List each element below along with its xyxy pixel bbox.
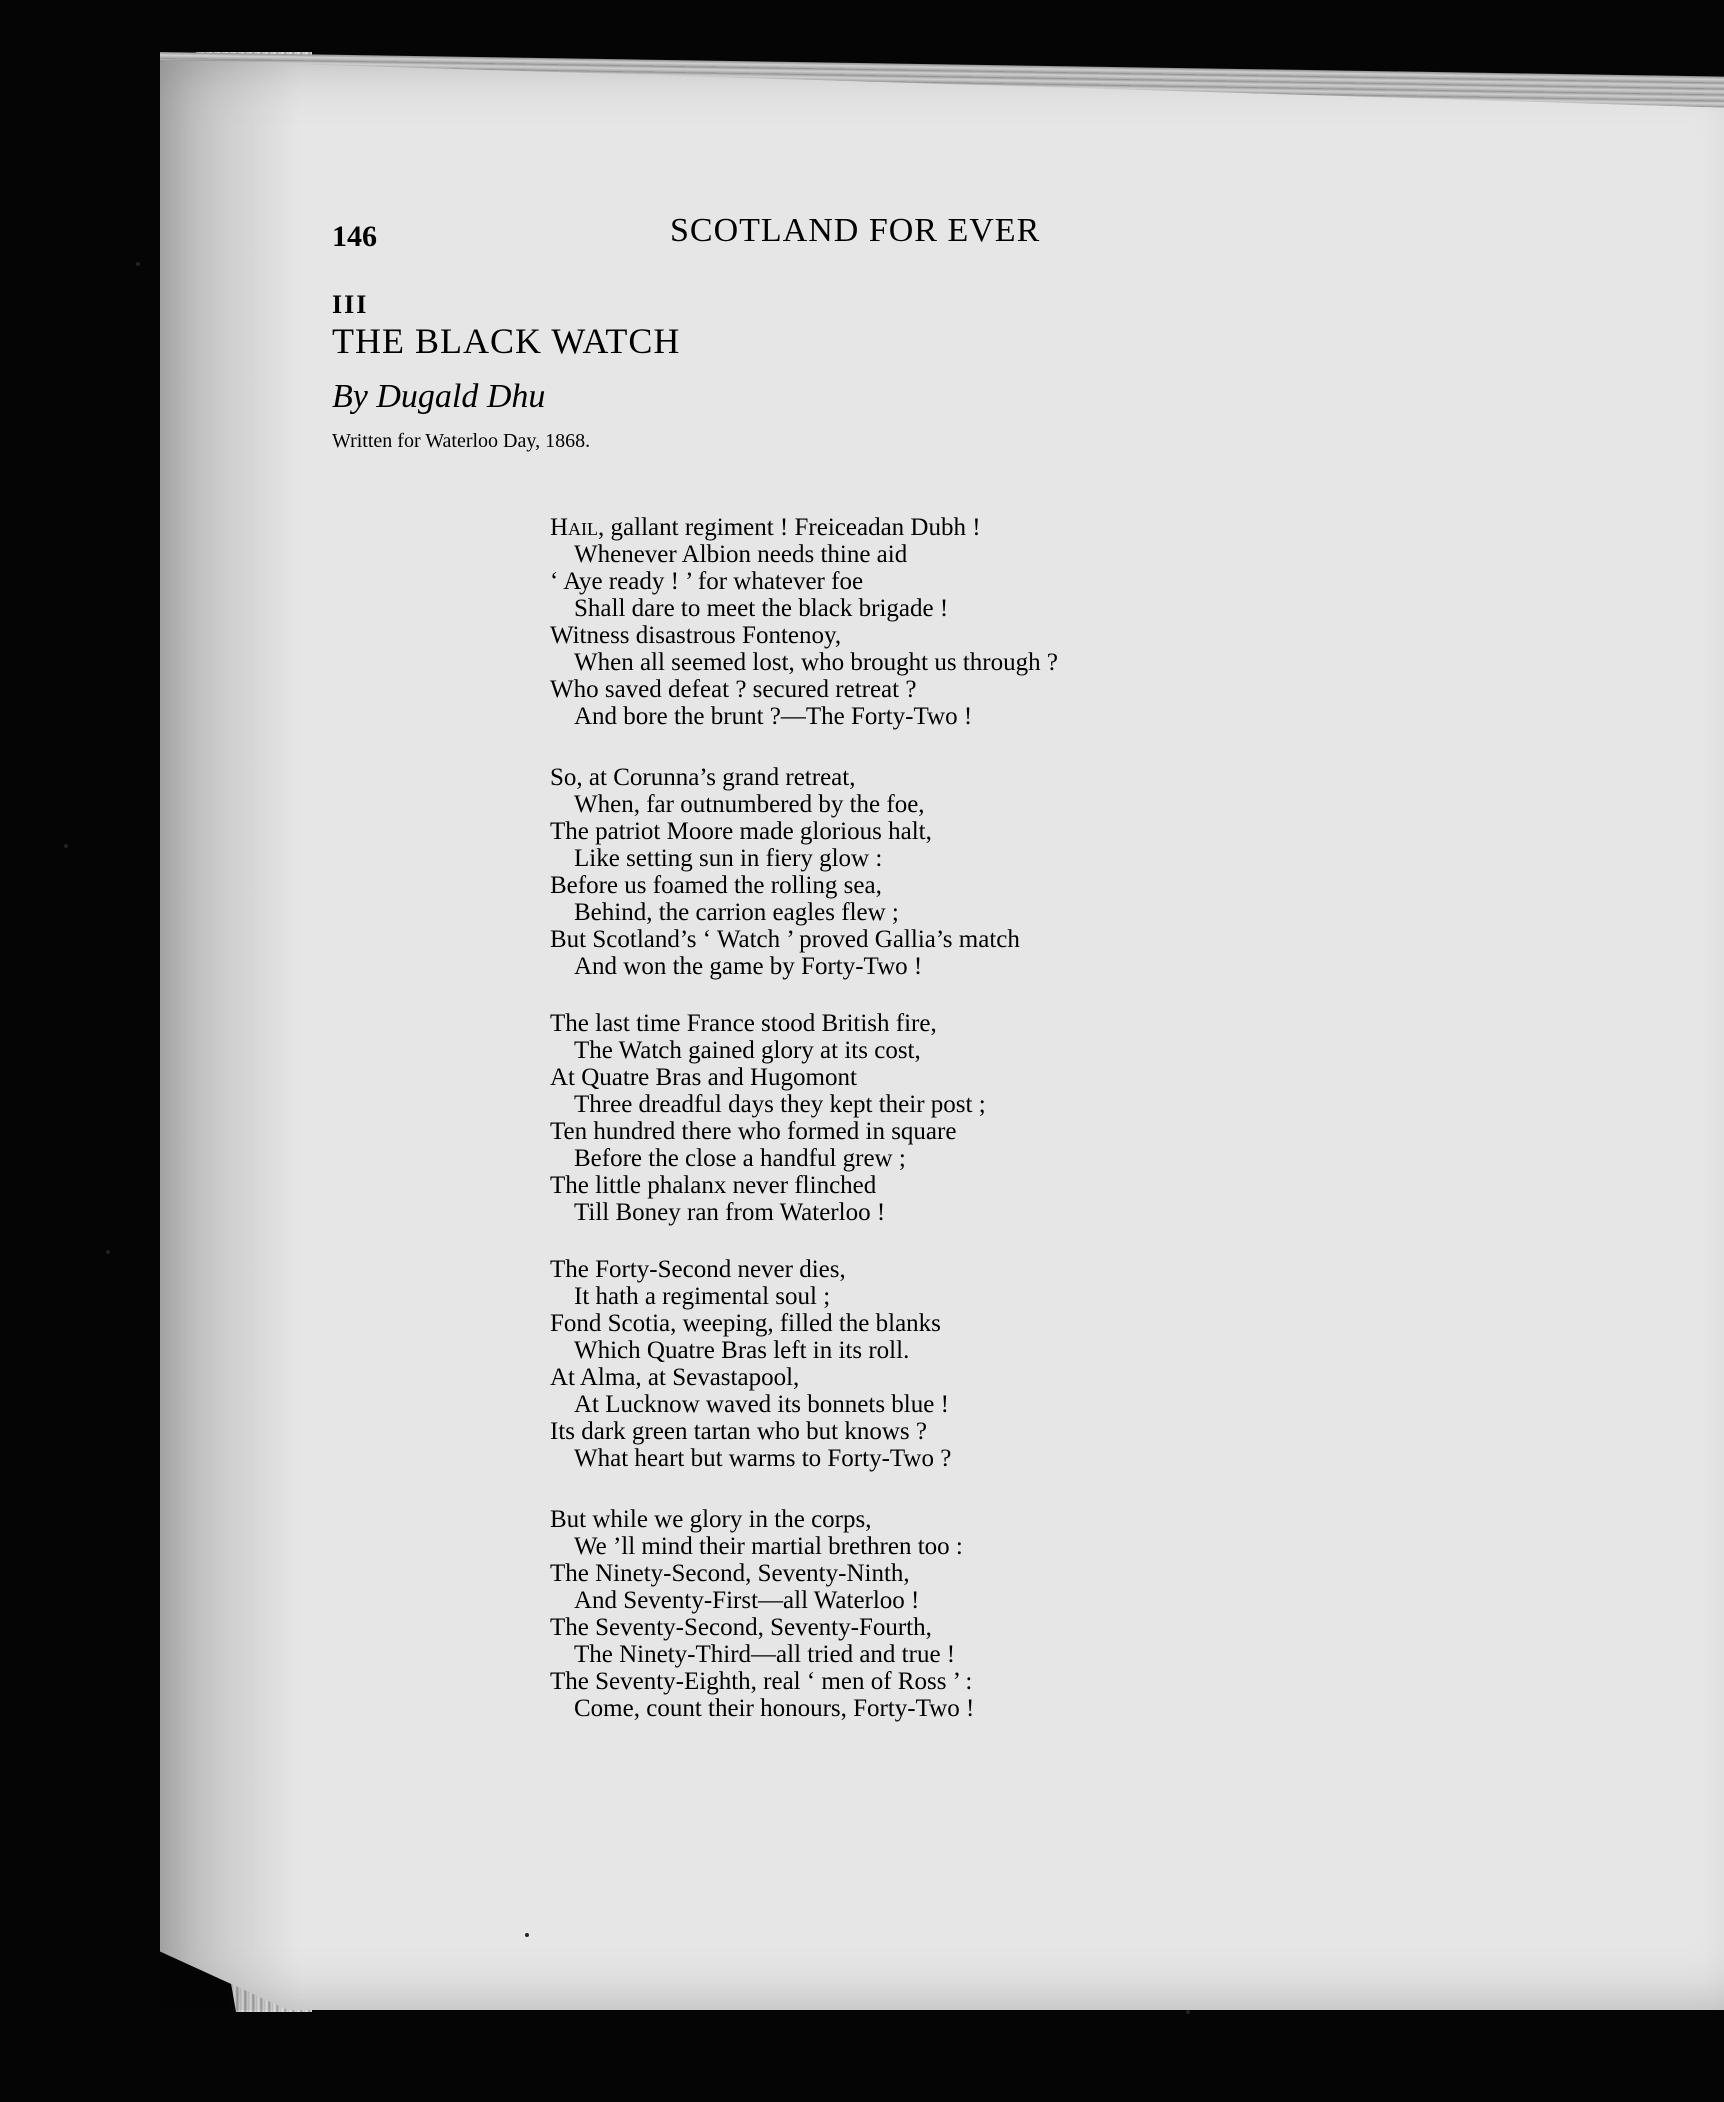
poem-line: Fond Scotia, weeping, filled the blanks	[550, 1310, 941, 1337]
gutter-shadow	[160, 60, 300, 2010]
poem-line: The last time France stood British fire,	[550, 1010, 937, 1037]
poem-line: Its dark green tartan who but knows ?	[550, 1418, 927, 1445]
poem-line: And Seventy-First—all Waterloo !	[574, 1587, 920, 1614]
speck	[1186, 2010, 1190, 2014]
poem-line: At Quatre Bras and Hugomont	[550, 1064, 857, 1091]
poem-line: The Watch gained glory at its cost,	[574, 1037, 921, 1064]
poem-line: But Scotland’s ‘ Watch ’ proved Gallia’s match	[550, 926, 1020, 953]
poem-line: Ten hundred there who formed in square	[550, 1118, 957, 1145]
stanza-4	[550, 1256, 1450, 1472]
speck	[64, 844, 68, 848]
poem-line: Shall dare to meet the black brigade !	[574, 595, 949, 622]
poem-line: The Forty-Second never dies,	[550, 1256, 846, 1283]
poem-line: The Ninety-Second, Seventy-Ninth,	[550, 1560, 910, 1587]
poem-line: When, far outnumbered by the foe,	[574, 791, 925, 818]
poem-line: The patriot Moore made glorious halt,	[550, 818, 932, 845]
page-header	[332, 212, 1262, 262]
poem-line: So, at Corunna’s grand retreat,	[550, 764, 856, 791]
poem-line: And won the game by Forty-Two !	[574, 953, 923, 980]
poem-line: At Lucknow waved its bonnets blue !	[574, 1391, 949, 1418]
poem-line: At Alma, at Sevastapool,	[550, 1364, 800, 1391]
poem-line: Who saved defeat ? secured retreat ?	[550, 676, 917, 703]
dedication: Written for Waterloo Day, 1868.	[332, 430, 591, 452]
stanza-1	[550, 514, 1450, 730]
poem-line: The Seventy-Second, Seventy-Fourth,	[550, 1614, 932, 1641]
poem-line: We ’ll mind their martial brethren too :	[574, 1533, 963, 1560]
poem-line: ‘ Aye ready ! ’ for whatever foe	[550, 568, 864, 595]
poem-line: It hath a regimental soul ;	[574, 1283, 831, 1310]
section-number: III	[332, 290, 369, 319]
poem-line: The little phalanx never flinched	[550, 1172, 877, 1199]
line-text: , gallant regiment ! Freiceadan Dubh !	[598, 514, 981, 541]
stanza-2	[550, 764, 1450, 980]
running-head: SCOTLAND FOR EVER	[670, 212, 1041, 249]
poem-line: Till Boney ran from Waterloo !	[574, 1199, 886, 1226]
poem-line: Behind, the carrion eagles flew ;	[574, 899, 899, 926]
poem-line: Whenever Albion needs thine aid	[574, 541, 908, 568]
poem-line: Three dreadful days they kept their post ;	[574, 1091, 986, 1118]
poem-line: Come, count their honours, Forty-Two !	[574, 1695, 975, 1722]
poem-line: Before the close a handful grew ;	[574, 1145, 906, 1172]
poem-line: Which Quatre Bras left in its roll.	[574, 1337, 910, 1364]
speck	[106, 1250, 110, 1254]
speck	[136, 262, 140, 266]
speck	[525, 1933, 529, 1937]
poem-line: The Seventy-Eighth, real ‘ men of Ross ’ :	[550, 1668, 973, 1695]
poem-title: THE BLACK WATCH	[332, 321, 681, 361]
poem-line	[550, 514, 1450, 541]
poem-line: And bore the brunt ?—The Forty-Two !	[574, 703, 973, 730]
poem-line: What heart but warms to Forty-Two ?	[574, 1445, 952, 1472]
poem-line: But while we glory in the corps,	[550, 1506, 872, 1533]
poem-line: Before us foamed the rolling sea,	[550, 872, 882, 899]
poem-line: Like setting sun in fiery glow :	[574, 845, 883, 872]
poem-line: Witness disastrous Fontenoy,	[550, 622, 842, 649]
poem-line: When all seemed lost, who brought us through ?	[574, 649, 1058, 676]
page-number: 146	[332, 220, 377, 253]
poem-line: The Ninety-Third—all tried and true !	[574, 1641, 956, 1668]
byline: By Dugald Dhu	[332, 378, 546, 415]
stanza-5	[550, 1506, 1450, 1722]
stanza-3	[550, 1010, 1450, 1226]
small-caps-word: Hail	[550, 514, 599, 541]
